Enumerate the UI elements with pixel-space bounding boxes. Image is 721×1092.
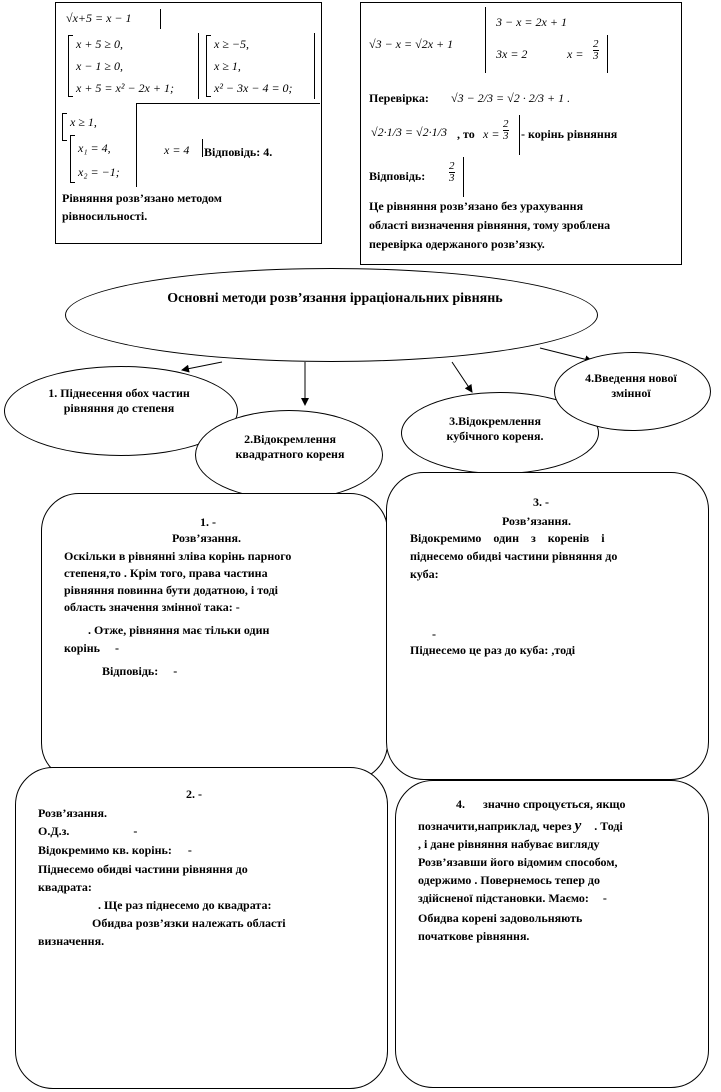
equation-main: √x+5 = x − 1 bbox=[66, 11, 132, 25]
example-2-head: 2. - bbox=[186, 787, 202, 801]
answer: Відповідь: 4. bbox=[204, 145, 273, 159]
example-1-head: 1. - bbox=[200, 515, 216, 529]
example-4-head: 4. значно спроцується, якщо bbox=[456, 797, 626, 811]
main-title-ellipse bbox=[65, 268, 598, 362]
method-label-2: 2.Відокремлення квадратного кореня bbox=[235, 432, 345, 461]
example-box-right: √3 − x = √2x + 1 3 − x = 2x + 1 3x = 2 x = $\frac{2}{3}$ Перевірка: √3 − 2/3 = √2 · 2/3 + 1 . √2·1/3 = √2·1/3 , то x = $\frac{2}{3}$ - корінь рівняння Відповідь: $\frac{2}{3}$ Це рівняння розв’язано без урахування області визначення рівняння, тому зроблена перевірка одержаного розв’язку. bbox=[360, 2, 682, 265]
example-box-left: √x+5 = x − 1 x + 5 ≥ 0, x − 1 ≥ 0, x + 5 = x² − 2x + 1; x ≥ −5, x ≥ 1, x² − 3x − 4 = 0; x ≥ 1, x₁ = 4, x₂ = −1; x = 4 Відповідь: 4. Рівняння розв’язано методом рівносильності. bbox=[55, 2, 322, 244]
check-expression: √3 − 2/3 = √2 · 2/3 + 1 . bbox=[451, 91, 571, 105]
example-3-head: 3. - bbox=[533, 495, 549, 509]
answer: Відповідь: bbox=[369, 169, 426, 183]
method-label-3: 3.Відокремлення кубічного кореня. bbox=[446, 414, 544, 443]
root-note: - корінь рівняння bbox=[521, 127, 618, 141]
method-note-1: Рівняння розв’язано методом bbox=[62, 191, 222, 205]
system-brace-4 bbox=[70, 135, 75, 183]
system-brace-1 bbox=[68, 35, 73, 97]
method-label-1: 1. Піднесення обох частин рівняння до степеня bbox=[48, 386, 190, 415]
system-brace-2 bbox=[206, 35, 211, 97]
main-title: Основні методи розв’язання ірраціональних рівнянь bbox=[167, 291, 503, 306]
fraction-2-3: $\frac{2}{3}$ bbox=[593, 38, 599, 62]
note-line-2: області визначення рівняння, тому зроблена bbox=[369, 218, 611, 232]
method-label-4: 4.Введення нової змінної bbox=[585, 371, 677, 400]
check-label: Перевірка: bbox=[369, 91, 429, 105]
result: x = 4 bbox=[164, 143, 190, 157]
method-note-2: рівносильності. bbox=[62, 209, 148, 223]
note-line-1: Це рівняння розв’язано без урахування bbox=[369, 199, 584, 213]
note-line-3: перевірка одержаного розв’язку. bbox=[369, 237, 545, 251]
system-brace-3 bbox=[62, 113, 67, 141]
equation-main: √3 − x = √2x + 1 bbox=[369, 37, 454, 51]
